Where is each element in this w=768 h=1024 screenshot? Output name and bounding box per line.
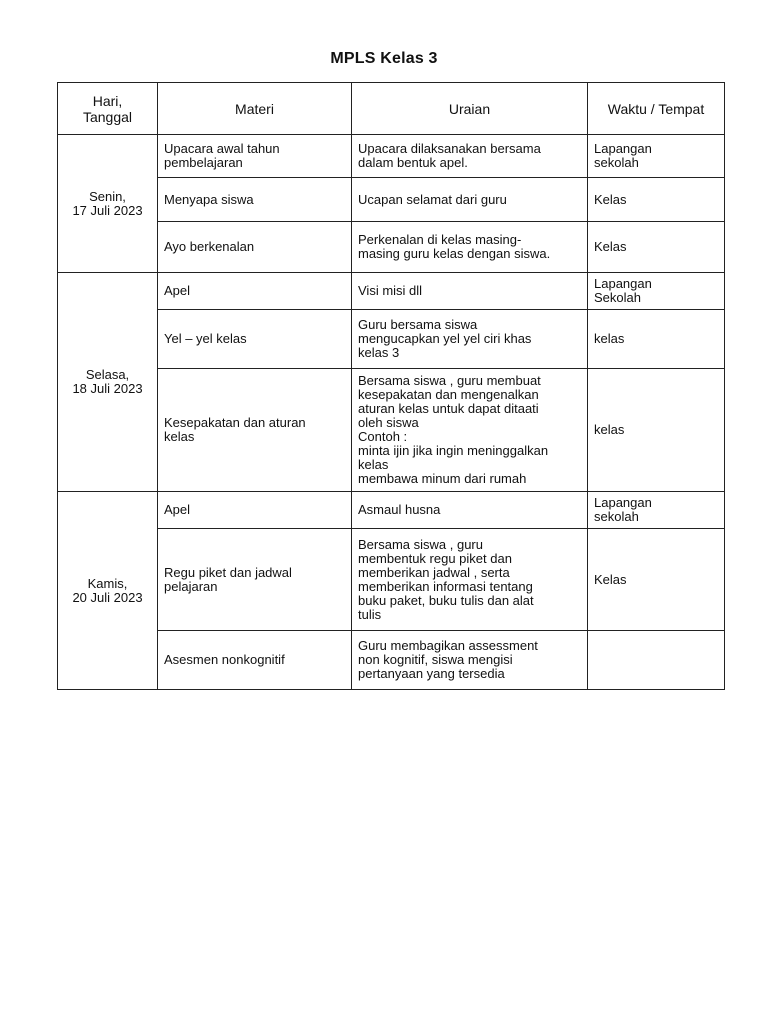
table-row: [58, 631, 725, 690]
materi-cell: Yel – yel kelas: [158, 310, 352, 369]
uraian-cell: Perkenalan di kelas masing- masing guru kelas dengan siswa.: [352, 222, 588, 273]
table-row: [58, 273, 725, 310]
materi-cell: Apel: [158, 273, 352, 310]
table-row: [58, 178, 725, 222]
header-materi: Materi: [158, 83, 352, 135]
uraian-cell: Guru membagikan assessment non kognitif, siswa mengisi pertanyaan yang tersedia: [352, 631, 588, 690]
table-row: [58, 310, 725, 369]
waktu-cell: [588, 631, 725, 690]
materi-cell: Upacara awal tahun pembelajaran: [158, 135, 352, 178]
waktu-cell: Lapangan sekolah: [588, 492, 725, 529]
header-waktu: Waktu / Tempat: [588, 83, 725, 135]
day-cell: Kamis, 20 Juli 2023: [58, 492, 158, 690]
waktu-cell: Lapangan Sekolah: [588, 273, 725, 310]
materi-cell: Regu piket dan jadwal pelajaran: [158, 529, 352, 631]
header-uraian: Uraian: [352, 83, 588, 135]
header-day: Hari, Tanggal: [58, 83, 158, 135]
table-row: [58, 529, 725, 631]
schedule-table: [57, 82, 725, 690]
day-cell: Senin, 17 Juli 2023: [58, 135, 158, 273]
materi-cell: Menyapa siswa: [158, 178, 352, 222]
table-row: [58, 369, 725, 492]
waktu-cell: kelas: [588, 369, 725, 492]
uraian-cell: Upacara dilaksanakan bersama dalam bentuk apel.: [352, 135, 588, 178]
table-row: [58, 222, 725, 273]
table-header-row: [58, 83, 725, 135]
waktu-cell: Lapangan sekolah: [588, 135, 725, 178]
waktu-cell: Kelas: [588, 222, 725, 273]
uraian-cell: Ucapan selamat dari guru: [352, 178, 588, 222]
waktu-cell: Kelas: [588, 178, 725, 222]
uraian-cell: Visi misi dll: [352, 273, 588, 310]
waktu-cell: kelas: [588, 310, 725, 369]
table-row: [58, 135, 725, 178]
waktu-cell: Kelas: [588, 529, 725, 631]
uraian-cell: Asmaul husna: [352, 492, 588, 529]
materi-cell: Asesmen nonkognitif: [158, 631, 352, 690]
materi-cell: Kesepakatan dan aturan kelas: [158, 369, 352, 492]
materi-cell: Apel: [158, 492, 352, 529]
table-row: [58, 492, 725, 529]
materi-cell: Ayo berkenalan: [158, 222, 352, 273]
uraian-cell: Guru bersama siswa mengucapkan yel yel ciri khas kelas 3: [352, 310, 588, 369]
day-cell: Selasa, 18 Juli 2023: [58, 273, 158, 492]
uraian-cell: Bersama siswa , guru membentuk regu piket dan memberikan jadwal , serta memberikan informasi tentang buku paket, buku tulis dan alat tulis: [352, 529, 588, 631]
uraian-cell: Bersama siswa , guru membuat kesepakatan dan mengenalkan aturan kelas untuk dapat ditaati oleh siswa Contoh : minta ijin jika ingin meninggalkan kelas membawa minum dari rumah: [352, 369, 588, 492]
document-title: MPLS Kelas 3: [330, 50, 438, 67]
